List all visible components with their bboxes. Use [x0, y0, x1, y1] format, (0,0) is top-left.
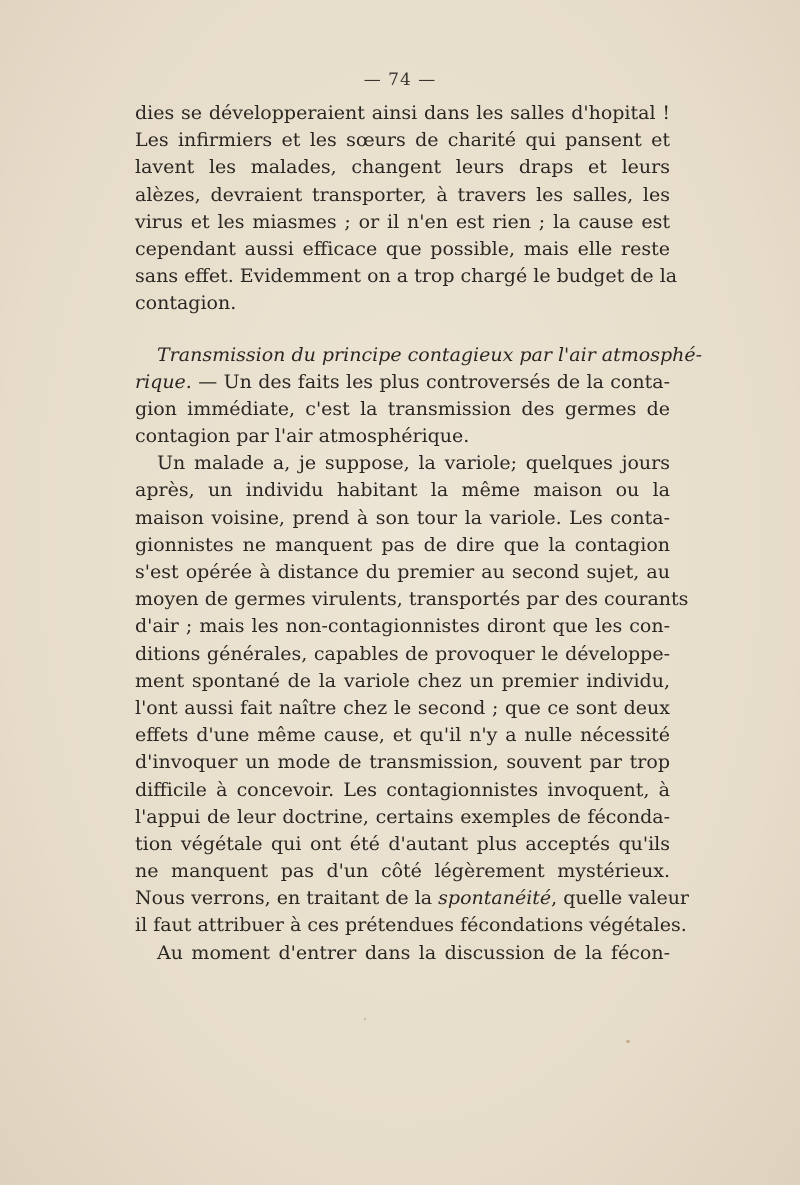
- text-line: après, un individu habitant la même maison ou la: [135, 479, 670, 502]
- text-line: Au moment d'entrer dans la discussion de la fécon-: [157, 941, 670, 964]
- paper-speck: [626, 1040, 630, 1043]
- paragraph-variole: [135, 450, 690, 939]
- text-line: l'ont aussi fait naître chez le second ; que ce sont deux: [135, 696, 670, 719]
- text-run: , quelle valeur: [551, 887, 690, 910]
- paragraph-gap: [135, 318, 670, 342]
- text-line: lavent les malades, changent leurs draps et leurs: [135, 156, 670, 179]
- text-line: effets d'une même cause, et qu'il n'y a nulle nécessité: [135, 724, 670, 747]
- italic-term: spontanéité: [438, 887, 552, 910]
- text-line: ditions générales, capables de provoquer le développe-: [135, 642, 670, 665]
- text-line: cependant aussi efficace que possible, mais elle reste: [135, 237, 670, 260]
- text-line: dies se développeraient ainsi dans les salles d'hopital !: [135, 102, 670, 124]
- text-line: tion végétale qui ont été d'autant plus acceptés qu'ils: [135, 832, 670, 855]
- paragraph-transmission: [135, 342, 703, 451]
- text-line: difficile à concevoir. Les contagionnistes invoquent, à: [135, 778, 670, 801]
- text-line: Un malade a, je suppose, la variole; quelques jours: [157, 452, 670, 475]
- text-line: virus et les miasmes ; or il n'en est rien ; la cause est: [135, 210, 670, 233]
- text-line: il faut attribuer à ces prétendues fécondations végétales.: [135, 914, 687, 937]
- paragraph-fecondation: [135, 940, 670, 967]
- text-run: Nous verrons, en traitant de la: [135, 887, 439, 910]
- text-run: — Un des faits les plus controversés de la conta-: [191, 370, 670, 393]
- paper-speck: [364, 1018, 366, 1020]
- text-line: ment spontané de la variole chez un premier individu,: [135, 669, 670, 692]
- text-line: Les infirmiers et les sœurs de charité qui pansent et: [135, 129, 670, 152]
- text-line: d'air ; mais les non-contagionnistes diront que les con-: [135, 615, 670, 638]
- text-line: alèzes, devraient transporter, à travers les salles, les: [135, 183, 670, 206]
- section-heading-end: rique.: [135, 370, 192, 393]
- text-line: [135, 885, 690, 912]
- body-text: [135, 100, 703, 967]
- text-line: sans effet. Evidemment on a trop chargé le budget de la: [135, 265, 678, 288]
- text-line: ne manquent pas d'un côté légèrement mystérieux.: [135, 860, 670, 883]
- paragraph-hospital: [135, 100, 678, 318]
- text-line: [135, 369, 670, 396]
- text-line: s'est opérée à distance du premier au second sujet, au: [135, 561, 670, 583]
- text-line: gion immédiate, c'est la transmission des germes de: [135, 397, 670, 420]
- text-line: gionnistes ne manquent pas de dire que la contagion: [135, 533, 670, 556]
- page-number: — 74 —: [363, 70, 437, 90]
- text-line: moyen de germes virulents, transportés par des courants: [135, 588, 689, 611]
- text-line: l'appui de leur doctrine, certains exemples de féconda-: [135, 805, 670, 828]
- text-line: d'invoquer un mode de transmission, souvent par trop: [135, 751, 670, 774]
- text-line: contagion par l'air atmosphérique.: [135, 425, 470, 448]
- text-line: maison voisine, prend à son tour la variole. Les conta-: [135, 506, 670, 529]
- section-heading: Transmission du principe contagieux par l'air atmosphé-: [157, 343, 703, 366]
- text-line: contagion.: [135, 292, 237, 315]
